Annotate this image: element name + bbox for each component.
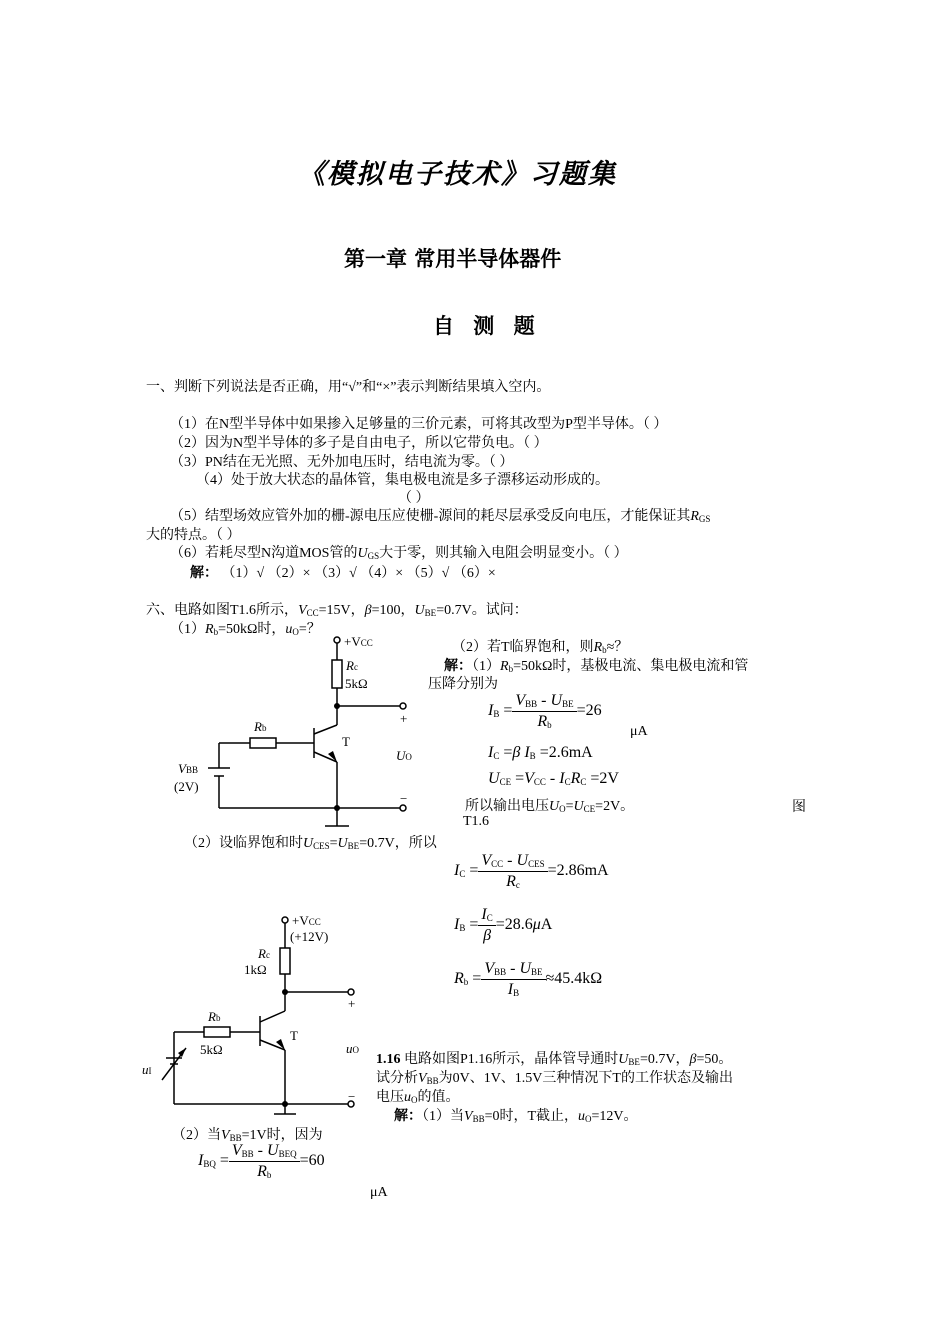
eq-ib: $I_B$ = $\frac{V_{BB} - U_{BE}}{R_b}$ =26 (488, 692, 602, 730)
c1-rc: Rc (346, 658, 358, 673)
q1-prompt: 一、判断下列说法是否正确，用“√”和“×”表示判断结果填入空内。 (146, 380, 551, 395)
circuit-t16 (170, 630, 420, 835)
q1-item-2: （2）因为N型半导体的多子是自由电子，所以它带负电。（ ） (170, 436, 548, 451)
q1-item-3: （3）PN结在无光照、无外加电压时，结电流为零。（ ） (170, 455, 514, 470)
p116-line2: 试分析$V_{BB}$为0V、1V、1.5V三种情况下T的工作状态及输出 (376, 1071, 733, 1086)
c1-vbb: VBB (178, 761, 198, 776)
section-title: 自 测 题 (433, 314, 541, 338)
q6-sol1-cont: 压降分别为 (428, 677, 498, 692)
q6-sub1: $(1)R_b=50k\Omega$时，$u_O=$？ (170, 622, 321, 637)
q6-sol2: （2）设临界饱和时$U_{CES}=U_{BE}=0.7V$，所以 (184, 836, 437, 851)
c1-rc-val: 5kΩ (345, 676, 368, 691)
q1-item-5: （5）结型场效应管外加的栅-源电压应使栅-源间的耗尽层承受反向电压，才能保证其$R_{GS}$ (170, 509, 711, 524)
eq-ib2: $I_B$ = $\frac{I_C}{\beta}$ =28.6μA (454, 906, 553, 944)
q6-prompt: 六、电路如图T1.6所示，$V_{CC}=15V$，β=100，$U_{BE}=0.7V$。试问： (146, 603, 528, 618)
fig-label-word: 图 (792, 800, 806, 815)
c2-rb: Rb (208, 1009, 221, 1024)
eq-ic: $I_C =\beta$ $I_B =2.6mA$ (488, 744, 593, 761)
q1-answer-text: （1）√ （2）× （3）√ （4）× （5）√ （6）× (221, 566, 496, 581)
q1-item-4-blank: （ ） (398, 491, 430, 506)
c1-rb: Rb (254, 719, 267, 734)
q1-item-6-a: （6）若耗尽型N沟道MOS管的 (170, 546, 358, 561)
c2-plus: + (348, 996, 356, 1011)
c1-vcc: +VCC (344, 634, 373, 649)
c2-vcc-val: (+12V) (290, 929, 329, 944)
c2-uo: uO (346, 1041, 359, 1056)
c1-t: T (342, 734, 350, 749)
p116-sol2: （2）当$V_{BB}=1V$时，因为 (172, 1128, 323, 1143)
q1-item-6: （6）若耗尽型N沟道MOS管的$U_{GS}$大于零，则其输入电阻会明显变小。（ ） (170, 546, 628, 561)
c2-ui: uI (142, 1062, 152, 1077)
p116-line1: 1.16 电路如图P1.16所示，晶体管导通时$U_{BE}=0.7V$，β=50。 (376, 1052, 733, 1067)
unit-ua-2: μA (370, 1185, 388, 1200)
c1-uo: UO (396, 748, 412, 763)
q6-sol1: 解：$(1)R_b=50k\Omega$时，基极电流、集电极电流和管 (444, 659, 749, 674)
q1-item-5-text: （5）结型场效应管外加的栅-源电压应使栅-源间的耗尽层承受反向电压，才能保证其 (170, 509, 691, 524)
p116-line3: 电压$u_O$的值。 (376, 1090, 460, 1105)
circuit-p116 (140, 908, 370, 1118)
c1-vbb-val: (2V) (174, 779, 199, 794)
c1-minus: − (400, 791, 408, 806)
eq-uce: $U_{CE} =V_{CC} - I_CR_C =2V$ (488, 770, 619, 787)
c1-plus: + (400, 711, 408, 726)
q6-sub2: （2）若T临界饱和，则$R_b\approx$？ (452, 640, 629, 655)
eq-rb2: $R_b$ = $\frac{V_{BB} - U_{BE}}{I_B}$ ≈45.4kΩ (454, 960, 603, 998)
c2-rb-val: 5kΩ (200, 1042, 223, 1057)
c2-rc: Rc (258, 946, 270, 961)
q1-item-4: （4）处于放大状态的晶体管，集电极电流是多子漂移运动形成的。 (196, 473, 609, 488)
q1-item-1: （1）在N型半导体中如果掺入足够量的三价元素，可将其改型为P型半导体。（ ） (170, 417, 668, 432)
c2-rc-val: 1kΩ (244, 962, 267, 977)
chapter-title: 第一章 常用半导体器件 (344, 247, 562, 271)
q1-answer-label: 解： (190, 566, 218, 581)
c2-t: T (290, 1028, 298, 1043)
p116-sol1: 解：（1）当$V_{BB}=0$时，T截止，$u_O=12V$。 (394, 1109, 638, 1124)
eq-ibq: $I_{BQ}$ = $\frac{V_{BB} - U_{BEQ}}{R_b}$ =60 (198, 1142, 325, 1180)
c2-minus: − (348, 1089, 356, 1104)
q6-output: 所以输出电压$U_O=U_{CE}=2V$。 (465, 799, 635, 814)
q1-item-5-cont: 大的特点。（ ） (146, 528, 241, 543)
c2-vcc: +VCC (292, 913, 321, 928)
fig-label-id: T1.6 (463, 814, 490, 829)
document-title: 《模拟电子技术》习题集 (298, 159, 617, 190)
q1-answer (190, 562, 496, 582)
unit-ua-1: μA (630, 724, 648, 739)
eq-ic2: $I_C$ = $\frac{V_{CC} - U_{CES}}{R_c}$ =2.86mA (454, 852, 609, 890)
q1-item-6-b: 大于零，则其输入电阻会明显变小。（ ） (379, 546, 628, 561)
